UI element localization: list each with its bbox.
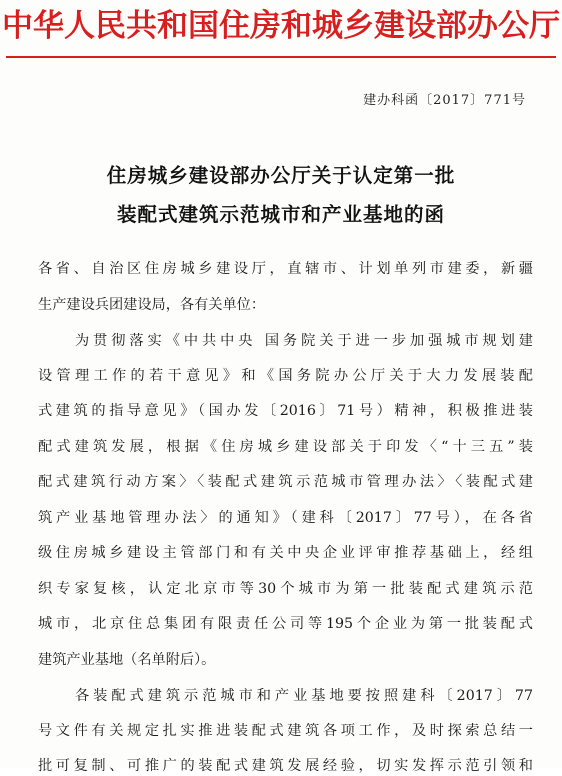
body-line: 城市，北京住总集团有限责任公司等195个企业为第一批装配式 xyxy=(38,616,533,632)
body-line: 生产建设兵团建设局，各有关单位： xyxy=(38,297,266,313)
document-title-line-1: 住房城乡建设部办公厅关于认定第一批 xyxy=(106,164,456,187)
body-line: 各装配式建筑示范城市和产业基地要按照建科〔2017〕77 xyxy=(75,688,533,704)
body-line: 设管理工作的若干意见》和《国务院办公厅关于大力发展装配 xyxy=(38,368,533,384)
body-line: 号文件有关规定扎实推进装配式建筑各项工作，及时探索总结一 xyxy=(38,723,533,739)
document-title-line-2: 装配式建筑示范城市和产业基地的函 xyxy=(116,203,445,226)
body-line: 筑产业基地管理办法〉的通知》（建科〔2017〕77号），在各省 xyxy=(38,510,533,526)
body-line: 配式建筑发展，根据《住房城乡建设部关于印发〈“十三五”装 xyxy=(38,439,533,455)
body-line: 为贯彻落实《中共中央 国务院关于进一步加强城市规划建 xyxy=(75,333,533,349)
body-line: 批可复制、可推广的装配式建筑发展经验，切实发挥示范引领和 xyxy=(38,758,533,774)
body-line: 式建筑的指导意见》（国办发〔2016〕71号）精神，积极推进装 xyxy=(38,403,533,419)
body-line: 配式建筑行动方案〉〈装配式建筑示范城市管理办法〉〈装配式建 xyxy=(38,474,533,490)
masthead-red-rule xyxy=(6,56,556,58)
body-line: 建筑产业基地（名单附后）。 xyxy=(38,652,216,668)
document-number: 建办科函〔2017〕771号 xyxy=(363,93,526,108)
masthead-title: 中华人民共和国住房和城乡建设部办公厅 xyxy=(2,8,560,44)
body-line: 级住房城乡建设主管部门和有关中央企业评审推荐基础上，经组 xyxy=(38,545,533,561)
body-line: 织专家复核，认定北京市等30个城市为第一批装配式建筑示范 xyxy=(38,581,533,597)
body-line: 各省、自治区住房城乡建设厅，直辖市、计划单列市建委，新疆 xyxy=(38,261,533,277)
